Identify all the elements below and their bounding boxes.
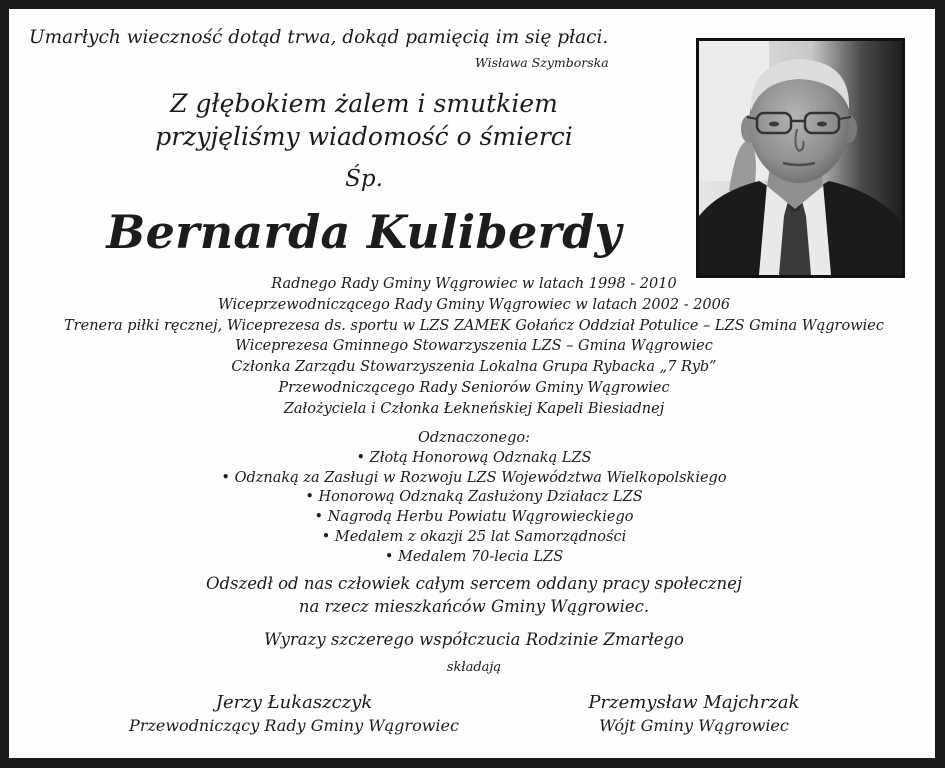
signatory-2	[534, 691, 854, 737]
intro-line: przyjęliśmy wiadomość o śmierci	[155, 122, 573, 151]
quote-text: Umarłych wieczność dotąd trwa, dokąd pamięcią im się płaci.	[29, 27, 609, 48]
intro-line: Z głębokiem żalem i smutkiem	[170, 89, 558, 118]
award-item: • Nagrodą Herbu Powiatu Wągrowieckiego	[314, 509, 634, 526]
obituary-notice	[9, 9, 935, 758]
role-line: Trenera piłki ręcznej, Wiceprezesa ds. sportu w LZS ZAMEK Gołańcz Oddział Potulice – LZS Gmina Wągrowiec	[64, 317, 884, 334]
role-line: Radnego Rady Gminy Wągrowiec w latach 1998 - 2010	[271, 276, 677, 292]
role-line: Przewodniczącego Rady Seniorów Gminy Wągrowiec	[278, 379, 670, 396]
roles-list	[29, 274, 919, 420]
condolences-text: Wyrazy szczerego współczucia Rodzinie Zmarłego	[263, 630, 684, 649]
signatory-name: Jerzy Łukaszczyk	[215, 692, 373, 713]
intro-text	[99, 87, 629, 153]
name-prefix: Śp.	[345, 166, 383, 192]
signatory-title: Wójt Gminy Wągrowiec	[599, 716, 789, 735]
awards-heading: Odznaczonego:	[417, 430, 531, 446]
awards-list	[169, 429, 779, 568]
role-line: Wiceprzewodniczącego Rady Gminy Wągrowiec w latach 2002 - 2006	[217, 296, 731, 313]
closing-text	[129, 572, 819, 618]
signatory-name: Przemysław Majchrzak	[588, 692, 800, 713]
award-item: • Odznaką za Zasługi w Rozwoju LZS Województwa Wielkopolskiego	[221, 469, 727, 486]
quote-author: Wisława Szymborska	[475, 55, 609, 70]
role-line: Członka Zarządu Stowarzyszenia Lokalna Grupa Rybacka „7 Ryb”	[231, 359, 717, 376]
role-line: Założyciela i Członka Łekneńskiej Kapeli Biesiadnej	[283, 400, 665, 417]
role-line: Wiceprezesa Gminnego Stowarzyszenia LZS – Gmina Wągrowiec	[235, 338, 713, 355]
signatory-1	[99, 691, 489, 737]
award-item: • Medalem z okazji 25 lat Samorządności	[321, 528, 627, 545]
award-item: • Złotą Honorową Odznaką LZS	[356, 449, 592, 466]
signatory-title: Przewodniczący Rady Gminy Wągrowiec	[129, 716, 459, 735]
portrait-image	[699, 41, 902, 275]
closing-line: na rzecz mieszkańców Gminy Wągrowiec.	[298, 597, 650, 616]
award-item: • Medalem 70-lecia LZS	[384, 548, 564, 565]
deceased-name: Bernarda Kuliberdy	[106, 205, 622, 259]
award-item: • Honorową Odznaką Zasłużony Działacz LZS	[305, 489, 643, 506]
closing-line: Odszedł od nas człowiek całym sercem oddany pracy społecznej	[205, 574, 743, 593]
portrait-photo	[696, 38, 905, 278]
composed-by-text: składają	[446, 660, 502, 675]
